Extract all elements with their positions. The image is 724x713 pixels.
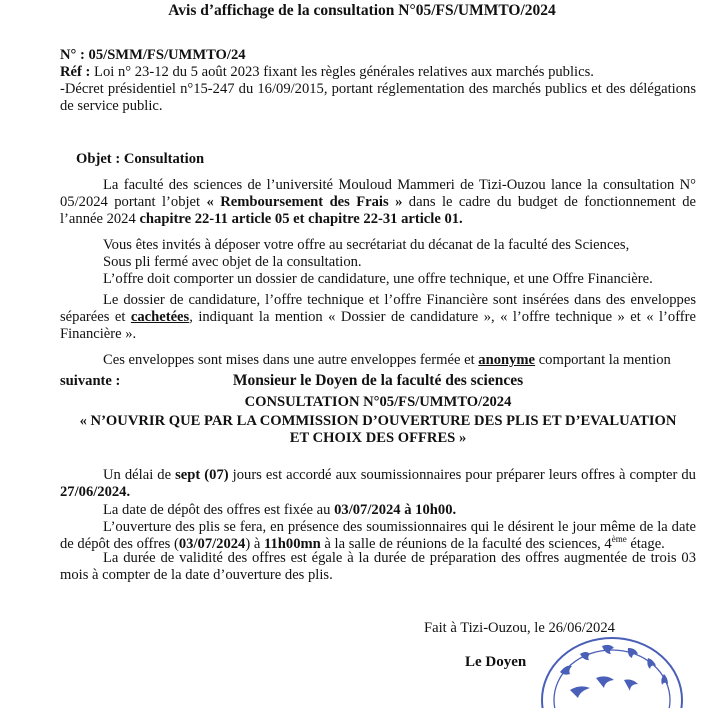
paragraph-deposit: Vous êtes invités à déposer votre offre au secrétariat du décanat de la faculté des Sciences, bbox=[103, 237, 630, 253]
numero-value: 05/SMM/FS/UMMTO/24 bbox=[88, 47, 246, 63]
numero-label: N° : bbox=[60, 47, 85, 63]
ref-line bbox=[60, 64, 696, 81]
ref-label: Réf : bbox=[60, 64, 91, 80]
opening-time: 11h00mn bbox=[264, 536, 321, 552]
mention-ouvrir-2: ET CHOIX DES OFFRES » bbox=[289, 430, 467, 446]
intro-text: La faculté des sciences de l’université Mouloud Mammeri de Tizi-Ouzou lance la consultation N° 05/2024 portant l’objet bbox=[60, 177, 696, 210]
paragraph-sealed: Sous pli fermé avec objet de la consultation. bbox=[103, 254, 362, 270]
decret-line: -Décret présidentiel n°15-247 du 16/09/2015, portant réglementation des marchés publics et des délégations de service public. bbox=[60, 81, 696, 114]
outer-mention: comportant la mention bbox=[535, 352, 671, 368]
opening-text: L’ouverture des plis se fera, en présence des soumissionnaires qui le désirent le jour même de la date de dépôt des offres ( bbox=[60, 519, 696, 552]
paragraph-opening bbox=[60, 519, 696, 553]
page-title: Avis d’affichage de la consultation N°05/FS/UMMTO/2024 bbox=[168, 2, 556, 19]
signature-doyen: Le Doyen bbox=[465, 654, 527, 670]
numero-line bbox=[60, 47, 696, 64]
delay-text: Un délai de bbox=[103, 467, 176, 483]
opening-sep: ) à bbox=[245, 536, 264, 552]
official-seal-icon bbox=[530, 628, 690, 713]
opening-place: à la salle de réunions de la faculté des sciences, 4 bbox=[320, 536, 612, 552]
deposit-date-text: La date de dépôt des offres est fixée au bbox=[103, 502, 335, 518]
paragraph-content: L’offre doit comporter un dossier de candidature, une offre technique, et une Offre Financière. bbox=[103, 271, 653, 287]
cachetees-word: cachetées bbox=[130, 309, 190, 325]
suivante-label: suivante : bbox=[60, 373, 121, 389]
deposit-date-value: 03/07/2024 à 10h00. bbox=[334, 502, 457, 518]
intro-chapitre: chapitre 22-11 article 05 et chapitre 22-31 article 01. bbox=[139, 211, 463, 227]
mention-consultation: CONSULTATION N°05/FS/UMMTO/2024 bbox=[244, 394, 512, 410]
intro-object: « Remboursement des Frais » bbox=[206, 194, 403, 210]
paragraph-delay bbox=[60, 467, 696, 501]
floor-suffix: ème bbox=[611, 534, 627, 545]
outer-text: Ces enveloppes sont mises dans une autre enveloppes fermée et bbox=[103, 352, 479, 368]
envelopes-mention: , indiquant la mention « Dossier de candidature », « l’offre technique » et « l’offre Financière ». bbox=[60, 309, 696, 342]
paragraph-deposit-date bbox=[60, 502, 696, 519]
reference-block bbox=[60, 47, 696, 115]
paragraph-outer-envelope bbox=[60, 352, 696, 369]
delay-text-2: jours est accordé aux soumissionnaires pour préparer leurs offres à compter du bbox=[228, 467, 696, 483]
opening-date: 03/07/2024 bbox=[178, 536, 246, 552]
anonyme-word: anonyme bbox=[478, 352, 536, 368]
objet-heading: Objet : Consultation bbox=[76, 151, 205, 167]
ref-text: Loi n° 23-12 du 5 août 2023 fixant les règles générales relatives aux marchés publics. bbox=[94, 64, 594, 80]
signature-place-date: Fait à Tizi-Ouzou, le 26/06/2024 bbox=[424, 620, 615, 636]
paragraph-validity: La durée de validité des offres est égale à la durée de préparation des offres augmentée de trois 03 mois à compter de la date d’ouverture des plis. bbox=[60, 550, 696, 583]
paragraph-intro bbox=[60, 177, 696, 228]
opening-floor: étage. bbox=[626, 536, 665, 552]
delay-days: sept (07) bbox=[175, 467, 229, 483]
intro-budget: dans le cadre du budget de fonctionnement de l’année 2024 bbox=[60, 194, 696, 227]
mention-doyen: Monsieur le Doyen de la faculté des sciences bbox=[232, 372, 524, 389]
envelopes-text: Le dossier de candidature, l’offre technique et l’offre Financière sont insérées dans des enveloppes séparées et bbox=[60, 292, 696, 325]
mention-ouvrir-1: « N’OUVRIR QUE PAR LA COMMISSION D’OUVERTURE DES PLIS ET D’EVALUATION bbox=[79, 413, 677, 429]
paragraph-envelopes bbox=[60, 292, 696, 343]
delay-start-date: 27/06/2024. bbox=[60, 484, 131, 500]
